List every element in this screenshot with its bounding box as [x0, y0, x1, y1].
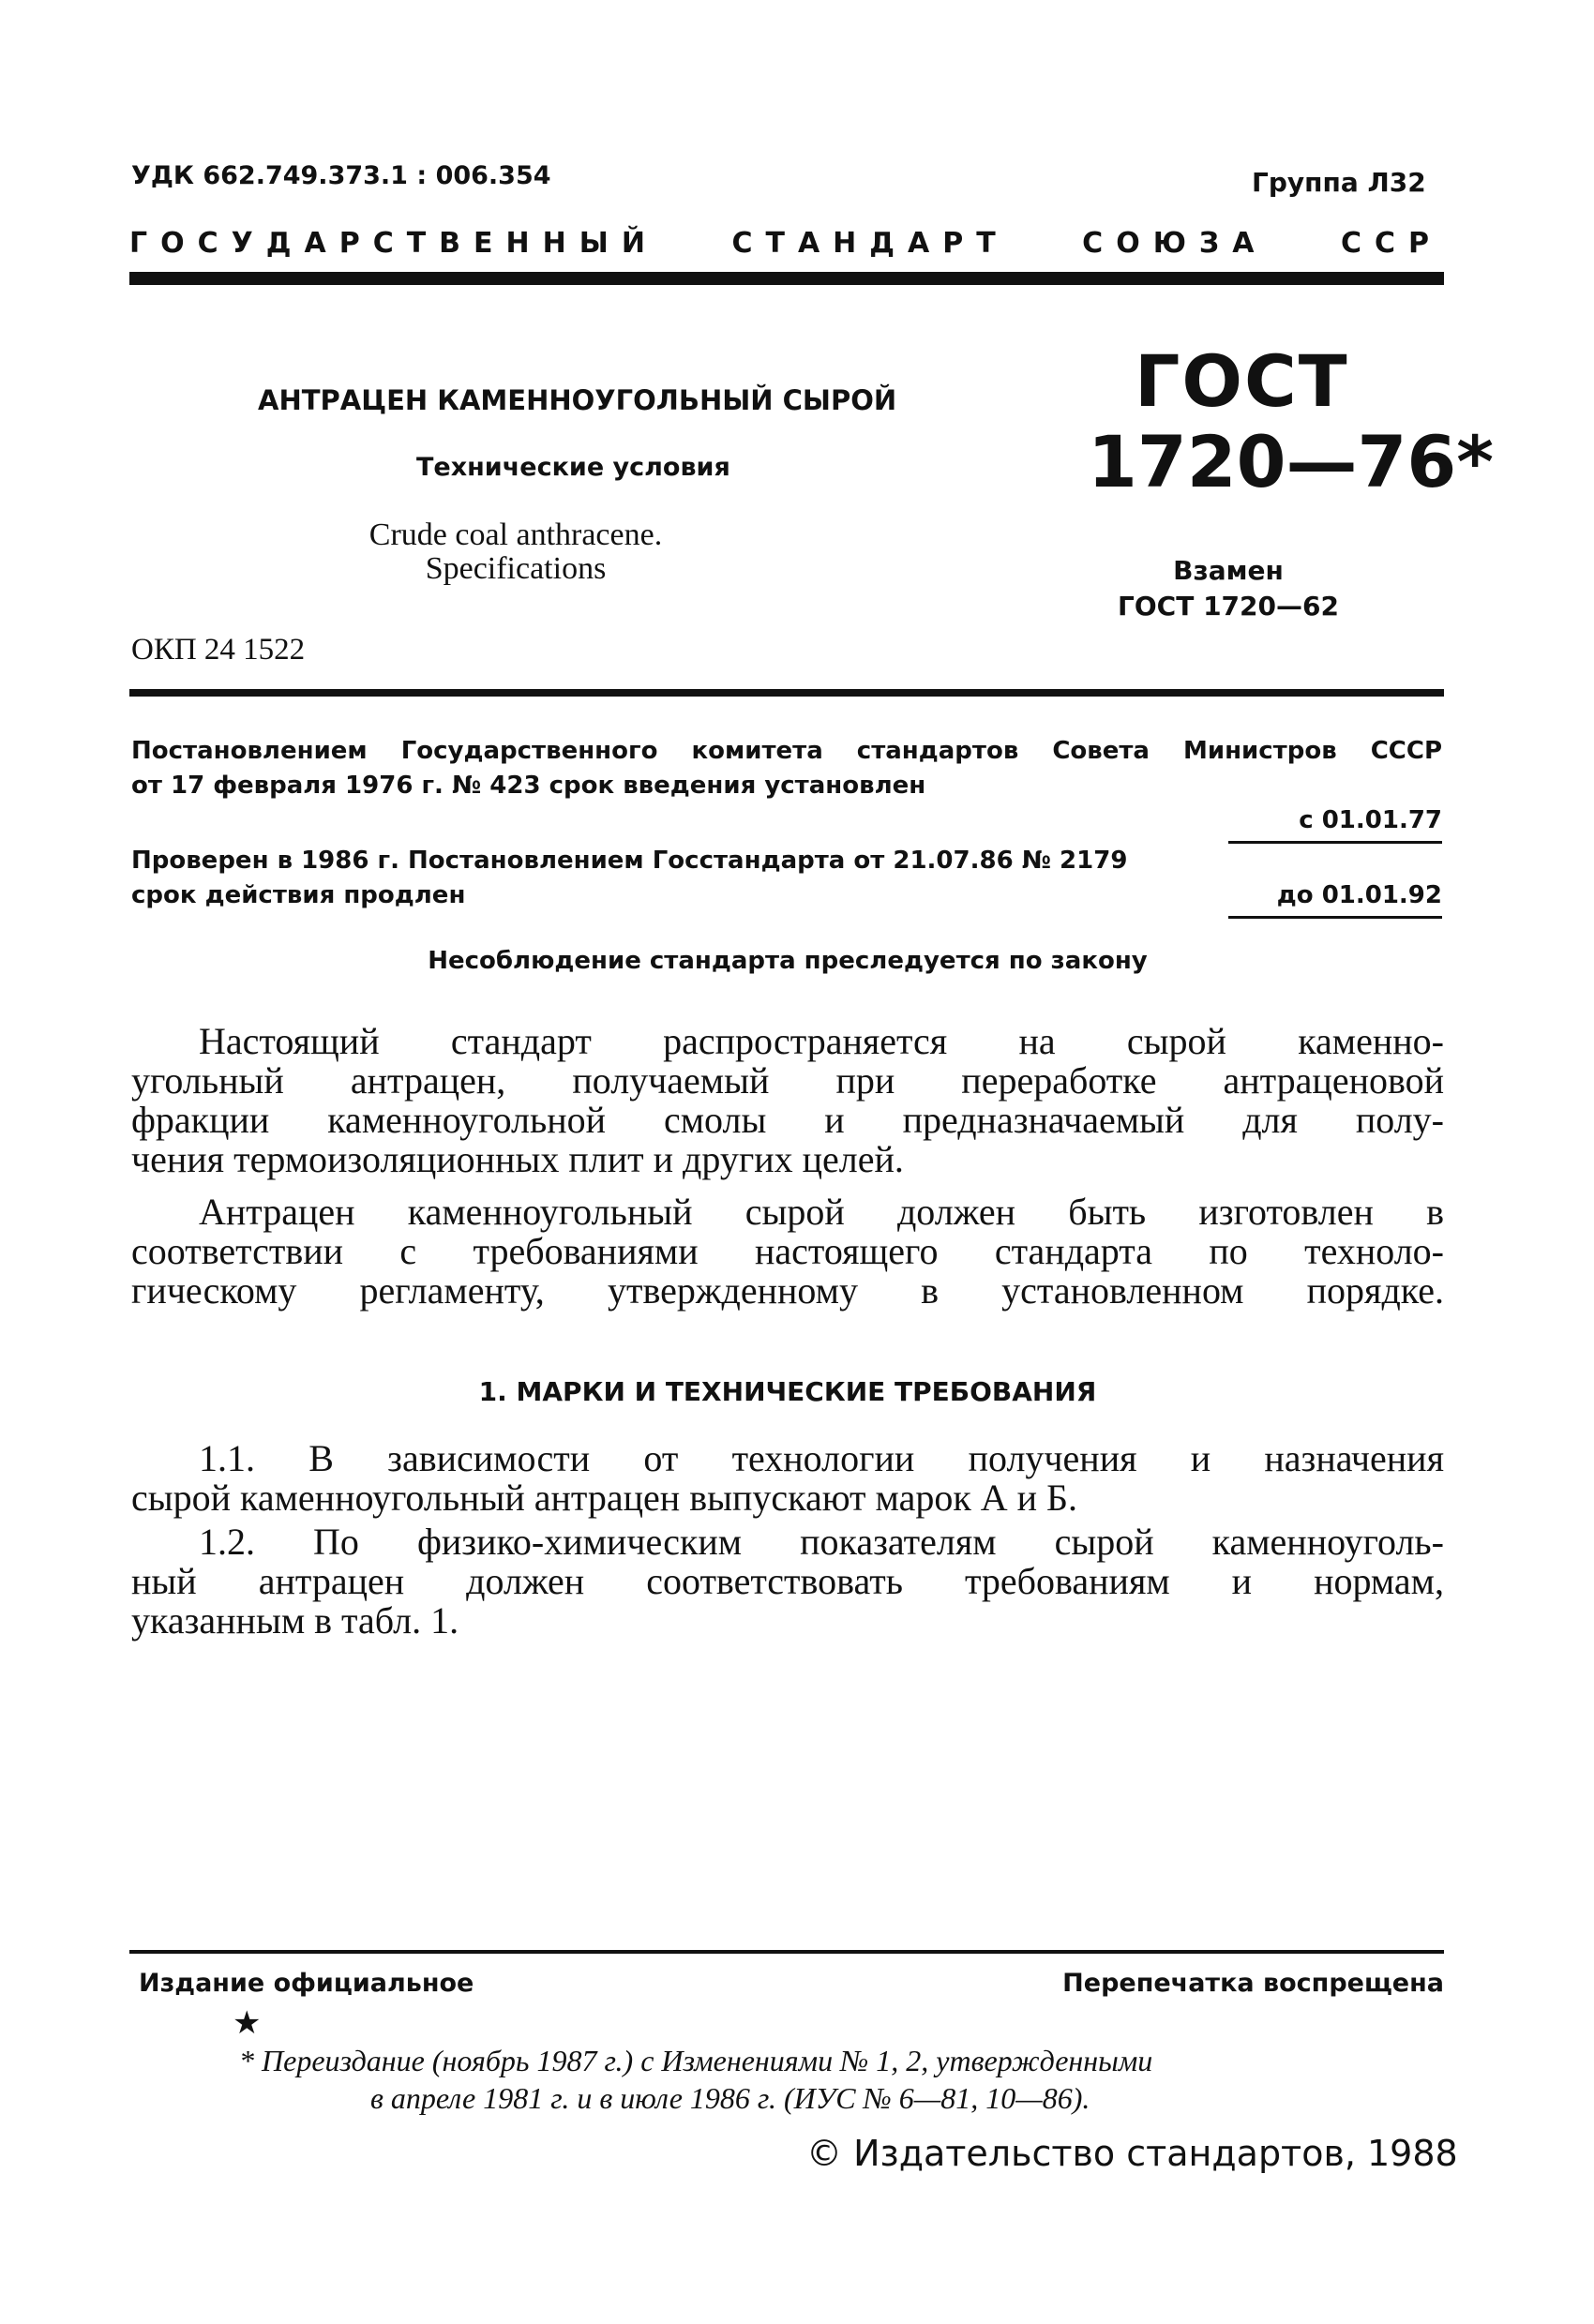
title-english-line1: Crude coal anthracene.: [368, 517, 663, 552]
document-title: АНТРАЦЕН КАМЕННОУГОЛЬНЫЙ СЫРОЙ: [258, 384, 897, 416]
reprint-prohibited: Перепечатка воспрещена: [1062, 1969, 1444, 1998]
intro-p2-line: соответствии с требованиями настоящего стандарта по техноло-: [131, 1230, 1444, 1272]
start-date: с 01.01.77: [1299, 806, 1442, 834]
group-code: Группа Л32: [1252, 167, 1426, 198]
checked-line-1: Проверен в 1986 г. Постановлением Госстандарта от 21.07.86 № 2179: [131, 847, 1128, 875]
section-1-paragraph-1: [131, 1439, 1444, 1518]
official-edition: Издание официальное: [139, 1969, 474, 1998]
intro-p1-line: чения термоизоляционных плит и других целей.: [131, 1138, 904, 1180]
title-rule: [129, 689, 1444, 697]
decree-line-2: от 17 февраля 1976 г. № 423 срок введения установлен: [131, 772, 926, 800]
intro-p2-line: Антрацен каменноугольный сырой должен быть изготовлен в: [199, 1191, 1444, 1233]
section-1-p2-line: ный антрацен должен соответствовать требованиям и нормам,: [131, 1560, 1444, 1602]
replaces-label: Взамен: [1173, 555, 1284, 586]
decree-line-1: Постановлением Государственного комитета стандартов Совета Министров СССР: [131, 737, 1442, 765]
start-date-underline: [1228, 841, 1442, 844]
checked-line-2: срок действия продлен: [131, 881, 466, 909]
footer-rule: [129, 1950, 1444, 1954]
intro-paragraph-1: [131, 1022, 1444, 1179]
title-english-line2: Specifications: [425, 551, 607, 586]
okp-code: ОКП 24 1522: [131, 633, 306, 667]
copyright: © Издательство стандартов, 1988: [806, 2133, 1458, 2174]
section-1-p2-line: указанным в табл. 1.: [131, 1599, 459, 1642]
document-subtitle: Технические условия: [416, 453, 730, 482]
reissue-note-line-2: в апреле 1981 г. и в июле 1986 г. (ИУС № 6—81, 10—86).: [370, 2081, 1090, 2115]
section-1-p1-line: 1.1. В зависимости от технологии получения и назначения: [199, 1437, 1444, 1479]
intro-p1-line: Настоящий стандарт распространяется на сырой каменно-: [199, 1020, 1444, 1062]
gost-number: 1720—76*: [1088, 420, 1495, 503]
reissue-note-line-1: * Переиздание (ноябрь 1987 г.) с Изменениями № 1, 2, утвержденными: [239, 2044, 1153, 2077]
intro-p2-line: гическому регламенту, утвержденному в установленном порядке.: [131, 1269, 1444, 1312]
standard-banner: ГОСУДАРСТВЕННЫЙ СТАНДАРТ СОЮЗА ССР: [129, 227, 1442, 260]
section-1-p2-line: 1.2. По физико-химическим показателям сырой каменноуголь-: [199, 1521, 1444, 1563]
intro-p1-line: фракции каменноугольной смолы и предназначаемый для полу-: [131, 1099, 1444, 1141]
section-1-paragraph-2: [131, 1522, 1444, 1641]
intro-paragraph-2: [131, 1192, 1444, 1311]
header-rule: [129, 272, 1444, 285]
star-icon: ★: [233, 2004, 262, 2042]
end-date: до 01.01.92: [1276, 881, 1442, 909]
gost-label: ГОСТ: [1135, 339, 1349, 423]
section-1-heading: 1. МАРКИ И ТЕХНИЧЕСКИЕ ТРЕБОВАНИЯ: [478, 1376, 1097, 1407]
section-1-p1-line: сырой каменноугольный антрацен выпускают марок А и Б.: [131, 1477, 1078, 1519]
legal-warning: Несоблюдение стандарта преследуется по закону: [428, 947, 1148, 975]
end-date-underline: [1228, 916, 1442, 919]
intro-p1-line: угольный антрацен, получаемый при переработке антраценовой: [131, 1059, 1444, 1102]
replaces-value: ГОСТ 1720—62: [1118, 591, 1339, 622]
udk-code: УДК 662.749.373.1 : 006.354: [131, 161, 551, 190]
